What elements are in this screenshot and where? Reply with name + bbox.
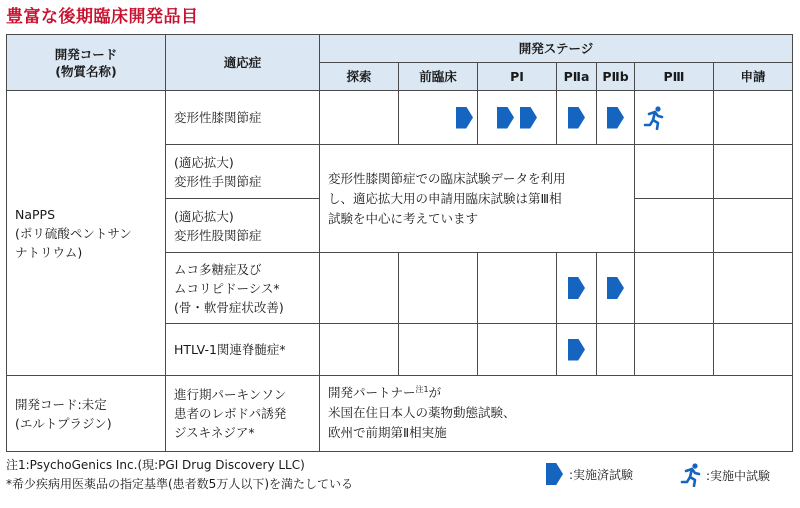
- partner-footnote-ref: 注1: [415, 385, 429, 394]
- header-code-label: 開発コード: [54, 46, 118, 62]
- legend-ongoing-label: :実施中試験: [706, 468, 771, 483]
- cell-knee-phase1: [478, 91, 557, 145]
- footnote-1: 注1:PsychoGenics Inc.(現:PGI Drug Discovery LLC): [6, 458, 305, 472]
- indication-mps-line: ムコリピドーシス*: [174, 280, 280, 296]
- completed-arrow-icon: [568, 277, 585, 299]
- compound-napps-substance-1: (ポリ硫酸ペントサン: [15, 225, 132, 241]
- cell-mps-phase2b: [597, 253, 635, 324]
- eltoprazine-note-line: 米国在住日本人の薬物動態試験、: [328, 405, 516, 421]
- compound-napps-substance-2: ナトリウム): [15, 244, 83, 260]
- indication-hip-oa-label: 変形性股関節症: [174, 227, 262, 243]
- cell-knee-exploration: [320, 91, 399, 145]
- cell-knee-phase2b: [597, 91, 635, 145]
- cell-htlv-phase2a: [557, 324, 597, 376]
- cell-htlv-phase1: [478, 324, 557, 376]
- cell-mps-phase1: [478, 253, 557, 324]
- cell-knee-preclinical: [399, 91, 478, 145]
- header-stage-group: 開発ステージ: [320, 35, 793, 63]
- cell-htlv-phase3: [635, 324, 714, 376]
- cell-htlv-filing: [714, 324, 793, 376]
- cell-knee-filing: [714, 91, 793, 145]
- indication-mps-line: (骨・軟骨症状改善): [174, 299, 284, 315]
- legend-completed: [546, 463, 633, 485]
- legend-ongoing: [680, 463, 770, 487]
- cell-hip-phase3: [635, 199, 714, 253]
- cell-htlv-phase2b: [597, 324, 635, 376]
- compound-eltoprazine-code: 開発コード:未定: [15, 396, 107, 412]
- cell-htlv-preclinical: [399, 324, 478, 376]
- stage-header-phase2a: PⅡa: [557, 63, 597, 91]
- cell-mps-preclinical: [399, 253, 478, 324]
- header-code-sublabel: (物質名称): [55, 63, 117, 79]
- stage-header-phase1: PⅠ: [478, 63, 557, 91]
- running-person-icon: [680, 463, 702, 487]
- page-title: 豊富な後期臨床開発品目: [6, 7, 199, 27]
- pipeline-table: [6, 34, 793, 452]
- compound-eltoprazine-name: (エルトプラジン): [15, 415, 112, 431]
- stage-header-exploration: 探索: [320, 63, 399, 91]
- completed-arrow-icon: [546, 463, 563, 485]
- legend-completed-label: :実施済試験: [569, 467, 634, 482]
- cell-mps-exploration: [320, 253, 399, 324]
- extension-note-line: し、適応拡大用の申請用臨床試験は第Ⅲ相: [328, 190, 562, 206]
- cell-htlv-exploration: [320, 324, 399, 376]
- extension-note-line: 試験を中心に考えています: [328, 210, 479, 226]
- indication-lid: [166, 376, 320, 452]
- indication-lid-line: 患者のレボドパ誘発: [174, 406, 287, 421]
- indication-knee-oa-label: 変形性膝関節症: [174, 110, 262, 125]
- extension-note-line: 変形性膝関節症での臨床試験データを利用: [328, 170, 566, 186]
- eltoprazine-note: [320, 376, 793, 452]
- indication-htlv-label: HTLV-1関連脊髄症*: [174, 342, 286, 357]
- indication-lid-line: ジスキネジア*: [174, 425, 255, 440]
- indication-knee-oa: [166, 91, 320, 145]
- completed-arrow-icon: [568, 107, 585, 129]
- completed-arrow-icon: [497, 107, 514, 129]
- indication-hip-oa: [166, 199, 320, 253]
- cell-hand-filing: [714, 145, 793, 199]
- partner-tail: が: [428, 385, 442, 401]
- indication-htlv: [166, 324, 320, 376]
- header-code-column: [7, 35, 166, 91]
- running-person-icon: [643, 106, 665, 130]
- completed-arrow-icon: [520, 107, 537, 129]
- indication-mps: [166, 253, 320, 324]
- indication-hand-oa: [166, 145, 320, 199]
- completed-arrow-icon: [568, 339, 585, 361]
- completed-arrow-icon: [607, 107, 624, 129]
- completed-arrow-icon: [607, 277, 624, 299]
- stage-header-filing: 申請: [714, 63, 793, 91]
- compound-napps-name: NaPPS: [15, 206, 56, 222]
- cell-knee-phase2a: [557, 91, 597, 145]
- indication-lid-line: 進行期パーキンソン: [174, 387, 287, 402]
- partner-line: [328, 380, 792, 403]
- footnote-orphan: *希少疾病用医薬品の指定基準(患者数5万人以下)を満たしている: [6, 477, 354, 491]
- stage-header-preclinical: 前臨床: [399, 63, 478, 91]
- cell-hip-filing: [714, 199, 793, 253]
- indication-hip-oa-tag: (適応拡大): [174, 208, 234, 224]
- eltoprazine-note-line: 欧州で前期第Ⅱ相実施: [328, 425, 447, 441]
- indication-hand-oa-tag: (適応拡大): [174, 154, 234, 170]
- cell-hand-phase3: [635, 145, 714, 199]
- stage-header-phase3: PⅢ: [635, 63, 714, 91]
- extension-note: [320, 145, 635, 253]
- indication-hand-oa-label: 変形性手関節症: [174, 173, 262, 189]
- header-indication: 適応症: [166, 35, 320, 91]
- footnotes: [6, 456, 353, 494]
- compound-napps: [7, 91, 166, 376]
- cell-mps-phase3: [635, 253, 714, 324]
- completed-arrow-icon: [456, 107, 473, 129]
- cell-mps-filing: [714, 253, 793, 324]
- partner-label: 開発パートナー: [328, 385, 416, 401]
- stage-header-phase2b: PⅡb: [597, 63, 635, 91]
- indication-mps-line: ムコ多糖症及び: [174, 261, 262, 277]
- cell-knee-phase3: [635, 91, 714, 145]
- cell-mps-phase2a: [557, 253, 597, 324]
- compound-eltoprazine: [7, 376, 166, 452]
